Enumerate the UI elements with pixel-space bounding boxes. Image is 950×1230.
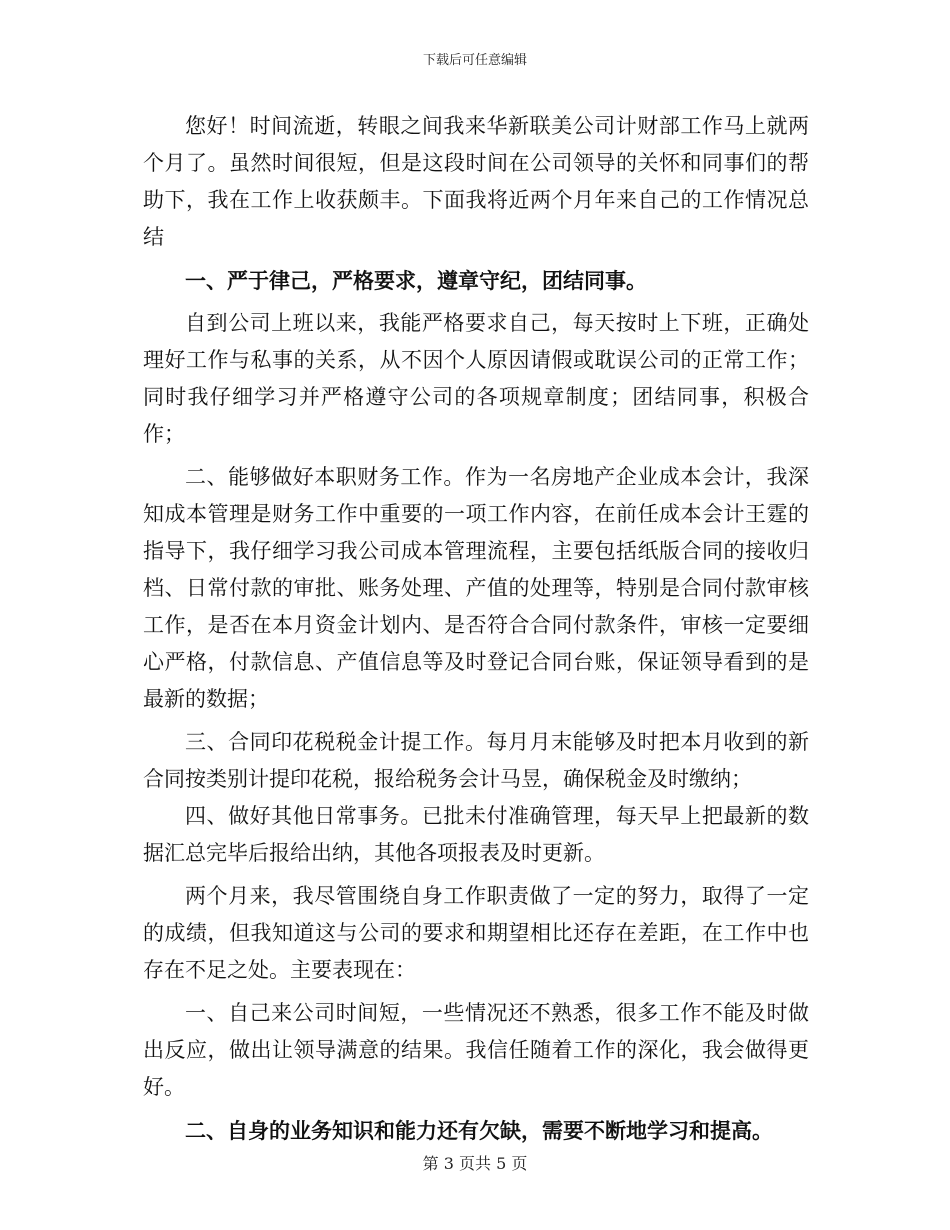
paragraph-shortcoming-1: 一、自己来公司时间短，一些情况还不熟悉，很多工作不能及时做出反应，做出让领导满意的结果。我信任随着工作的深化，我会做得更好。 <box>143 1001 809 1099</box>
paragraph-intro: 您好！时间流逝，转眼之间我来华新联美公司计财部工作马上就两个月了。虽然时间很短，但是这段时间在公司领导的关怀和同事们的帮助下，我在工作上收获颇丰。下面我将近两个月年来自己的工作情况总结 <box>143 114 809 249</box>
section-heading-discipline: 一、严于律己，严格要求，遵章守纪，团结同事。 <box>185 268 647 293</box>
paragraph-summary: 两个月来，我尽管围绕自身工作职责做了一定的努力，取得了一定的成绩，但我知道这与公司的要求和期望相比还存在差距，在工作中也存在不足之处。主要表现在： <box>143 884 809 982</box>
paragraph-daily-affairs: 四、做好其他日常事务。已批未付准确管理，每天早上把最新的数据汇总完毕后报给出纳，其他各项报表及时更新。 <box>143 804 809 865</box>
document-body <box>143 108 809 1149</box>
page-number: 第 3 页共 5 页 <box>422 1154 528 1173</box>
paragraph-shortcoming-2: 二、自身的业务知识和能力还有欠缺，需要不断地学习和提高。 <box>185 1118 773 1143</box>
paragraph-discipline: 自到公司上班以来，我能严格要求自己，每天按时上下班，正确处理好工作与私事的关系，从不因个人原因请假或耽误公司的正常工作；同时我仔细学习并严格遵守公司的各项规章制度；团结同事，积极合作； <box>143 311 809 446</box>
paragraph-finance-work: 二、能够做好本职财务工作。作为一名房地产企业成本会计，我深知成本管理是财务工作中重要的一项工作内容，在前任成本会计王霆的指导下，我仔细学习我公司成本管理流程，主要包括纸版合同的接收归档、日常付款的审批、账务处理、产值的处理等，特别是合同付款审核工作，是否在本月资金计划内、是否符合合同付款条件，审核一定要细心严格，付款信息、产值信息等及时登记合同台账，保证领导看到的是最新的数据； <box>143 465 809 711</box>
page-header: 下载后可任意编辑 <box>422 53 527 68</box>
paragraph-stamp-tax: 三、合同印花税税金计提工作。每月月末能够及时把本月收到的新合同按类别计提印花税，报给税务会计马昱，确保税金及时缴纳； <box>143 730 809 791</box>
